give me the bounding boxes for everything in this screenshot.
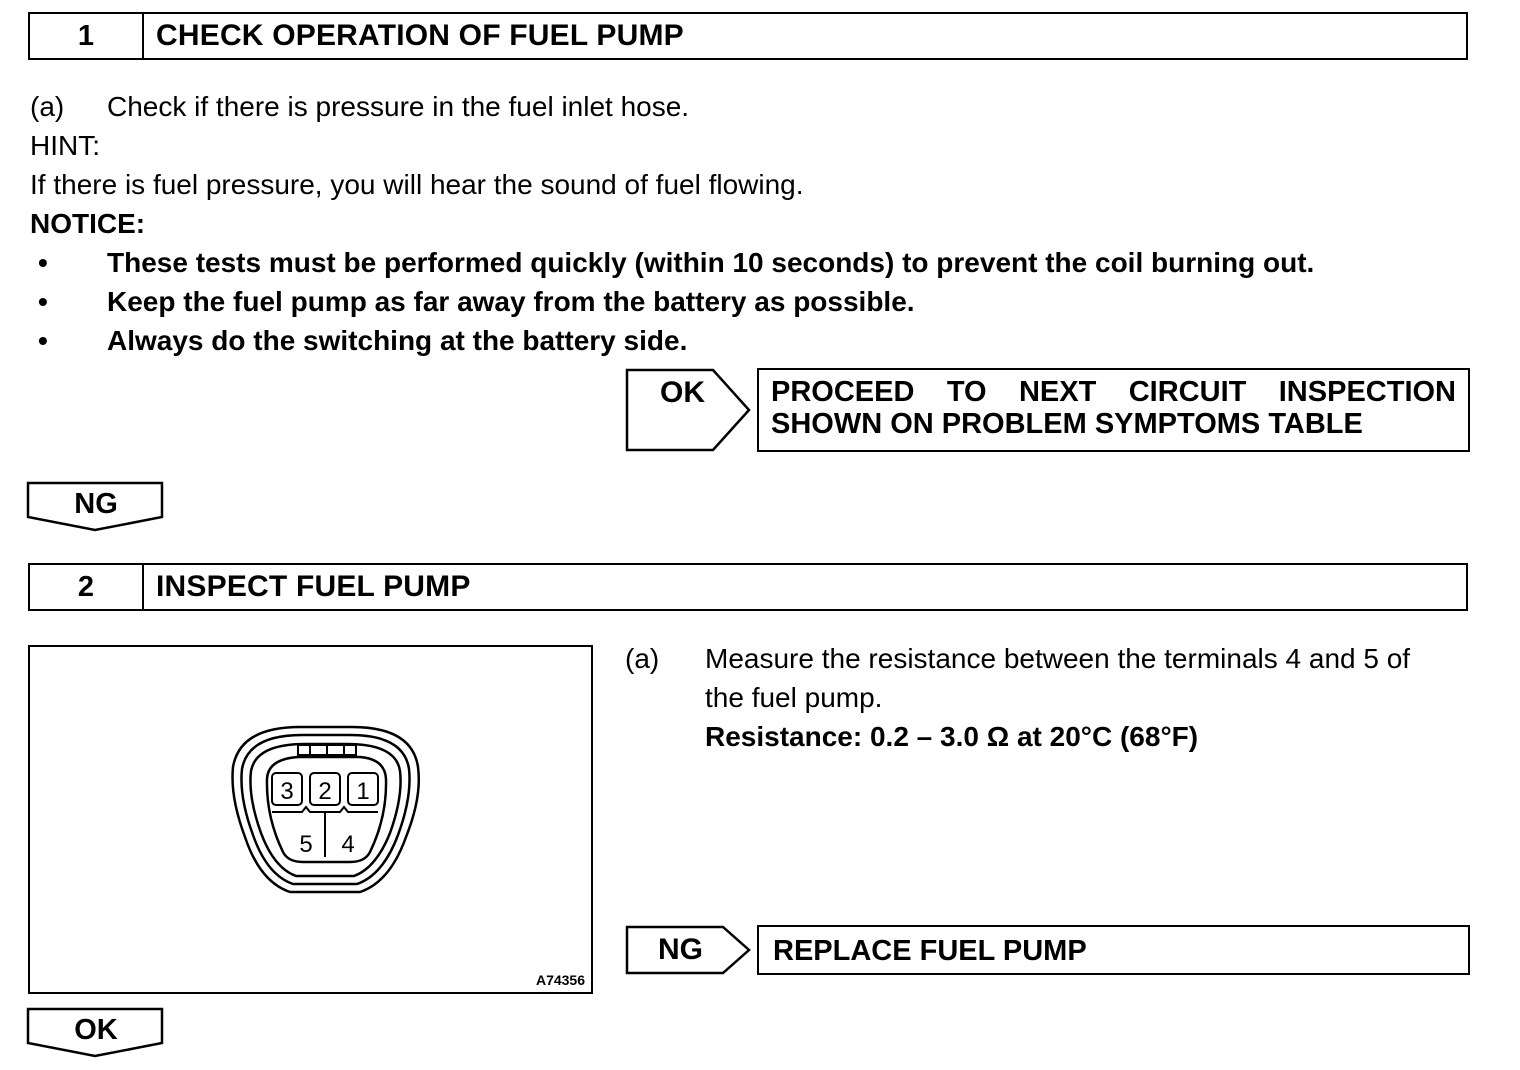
fuel-pump-connector-diagram [30,647,590,991]
notice-bullet-2: • [38,286,48,317]
ok-result-line2: SHOWN ON PROBLEM SYMPTOMS TABLE [771,408,1363,440]
ok-label-step2: OK [74,1014,118,1046]
connector-figure [28,645,593,994]
ok-result-box-step1 [757,368,1470,452]
notice-label: NOTICE: [30,208,146,239]
terminal-4-label: 4 [341,831,355,858]
notice-bullet-3: • [38,325,48,356]
step2-item-a-line1: Measure the resistance between the terminals 4 and 5 of [705,643,1411,674]
terminal-2-label: 2 [318,778,332,805]
step1-number: 1 [30,14,144,58]
step2-item-a-marker: (a) [625,643,660,674]
terminal-5-label: 5 [299,831,313,858]
step2-header [28,563,1468,611]
step2-title: INSPECT FUEL PUMP [156,570,471,603]
hint-text: If there is fuel pressure, you will hear the sound of fuel flowing. [30,169,804,200]
step1-title: CHECK OPERATION OF FUEL PUMP [156,19,684,52]
notice-item-3: Always do the switching at the battery side. [107,325,688,356]
resistance-spec: Resistance: 0.2 – 3.0 Ω at 20°C (68°F) [705,721,1199,752]
notice-item-1: These tests must be performed quickly (within 10 seconds) to prevent the coil burning out. [107,247,1315,278]
ng-label-step1: NG [74,488,118,520]
ng-label-step2: NG [658,933,703,966]
step2-item-a-line2: the fuel pump. [705,682,883,713]
ng-result-text: REPLACE FUEL PUMP [773,935,1087,967]
ok-result-line1: PROCEED TO NEXT CIRCUIT INSPECTION [771,376,1456,408]
step1-header [28,12,1468,60]
step2-number: 2 [30,565,144,609]
hint-label: HINT: [30,130,100,161]
step1-item-a-marker: (a) [30,91,65,122]
notice-bullet-1: • [38,247,48,278]
ok-label-step1: OK [660,376,705,409]
terminal-1-label: 1 [356,778,370,805]
terminal-3-label: 3 [280,778,294,805]
step1-item-a-text: Check if there is pressure in the fuel inlet hose. [107,91,690,122]
ng-result-box-step2 [757,925,1470,975]
notice-item-2: Keep the fuel pump as far away from the battery as possible. [107,286,915,317]
figure-code: A74356 [535,972,585,988]
